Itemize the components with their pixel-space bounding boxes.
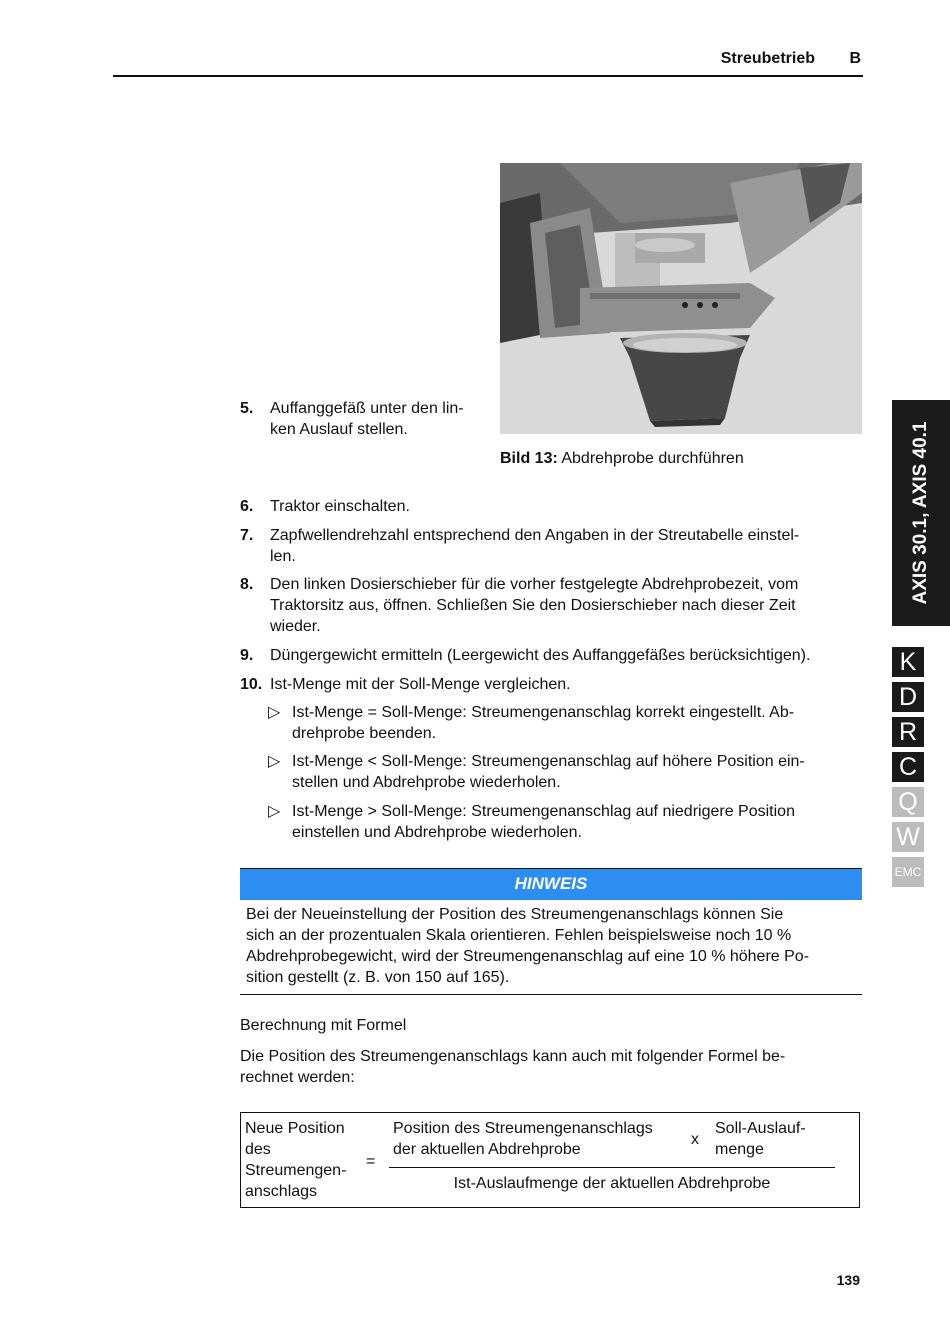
formula-lhs-line: anschlags <box>245 1183 318 1200</box>
section-heading: Berechnung mit Formel <box>240 1017 407 1034</box>
section-line: Die Position des Streumengenanschlags kann auch mit folgender Formel be- <box>240 1048 786 1065</box>
step-number: 8. <box>240 576 254 593</box>
figure-label: Bild 13: <box>500 450 558 467</box>
formula-box <box>240 1112 860 1208</box>
page-number: 139 <box>836 1272 860 1288</box>
step-text: Traktor einschalten. <box>270 498 410 515</box>
step-text: ken Auslauf stellen. <box>270 421 408 438</box>
step-text: Zapfwellendrehzahl entsprechend den Angaben in der Streutabelle einstel- <box>270 527 800 544</box>
language-tab-q[interactable]: Q <box>892 787 924 817</box>
language-tab-c[interactable]: C <box>892 752 924 782</box>
formula-times: x <box>691 1131 699 1148</box>
result-text: drehprobe beenden. <box>292 725 437 742</box>
step-number: 9. <box>240 647 254 664</box>
hinweis-line: sich an der prozentualen Skala orientieren. Fehlen beispielsweise noch 10 % <box>246 927 792 944</box>
triangle-icon: ▷ <box>268 753 281 770</box>
formula-num-a-line: der aktuellen Abdrehprobe <box>393 1141 581 1158</box>
header-rule <box>113 75 863 77</box>
result-text: einstellen und Abdrehprobe wiederholen. <box>292 824 582 841</box>
spreader-photo <box>500 163 862 434</box>
step-text: Den linken Dosierschieber für die vorher festgelegte Abdrehprobezeit, vom <box>270 576 799 593</box>
formula-num-b-line: menge <box>715 1141 764 1158</box>
chapter-letter: B <box>849 50 861 67</box>
formula-lhs-line: Neue Position <box>245 1120 345 1137</box>
formula-equals: = <box>366 1153 376 1170</box>
step-text: wieder. <box>270 618 321 635</box>
triangle-icon: ▷ <box>268 803 281 820</box>
figure-caption <box>500 450 744 468</box>
language-tab-w[interactable]: W <box>892 822 924 852</box>
hinweis-line: sition gestellt (z. B. von 150 auf 165). <box>246 969 510 986</box>
hinweis-bottom-rule <box>240 994 862 995</box>
step-text: len. <box>270 548 296 565</box>
formula-numerator-b <box>715 1118 845 1160</box>
result-text: Ist-Menge = Soll-Menge: Streumengenanschlag korrekt eingestellt. Ab- <box>292 704 795 721</box>
triangle-icon: ▷ <box>268 704 281 721</box>
step-number: 5. <box>240 400 254 417</box>
header-title: Streubetrieb <box>720 50 815 67</box>
section-line: rechnet werden: <box>240 1069 355 1086</box>
language-tab-r[interactable]: R <box>892 717 924 747</box>
step-text: Traktorsitz aus, öffnen. Schließen Sie den Dosierschieber nach dieser Zeit <box>270 597 796 614</box>
formula-denominator: Ist-Auslaufmenge der aktuellen Abdrehprobe <box>453 1175 771 1192</box>
step-number: 6. <box>240 498 254 515</box>
formula-numerator-a <box>393 1118 693 1160</box>
step-number: 7. <box>240 527 254 544</box>
step-text: Ist-Menge mit der Soll-Menge vergleichen. <box>270 676 571 693</box>
language-tab-emc[interactable]: EMC <box>892 857 924 887</box>
formula-lhs-line: des <box>245 1141 271 1158</box>
formula-num-b-line: Soll-Auslauf- <box>715 1120 806 1137</box>
step-text: Auffanggefäß unter den lin- <box>270 400 464 417</box>
result-text: Ist-Menge < Soll-Menge: Streumengenanschlag auf höhere Position ein- <box>292 753 805 770</box>
hinweis-line: Abdrehprobegewicht, wird der Streumengenanschlag auf eine 10 % höhere Po- <box>246 948 810 965</box>
fraction-line <box>389 1167 835 1168</box>
formula-lhs <box>245 1118 370 1202</box>
hinweis-title: HINWEIS <box>240 869 862 900</box>
formula-num-a-line: Position des Streumengenanschlags <box>393 1120 653 1137</box>
model-side-tab <box>892 400 950 626</box>
step-text: Düngergewicht ermitteln (Leergewicht des Auffanggefäßes berücksichtigen). <box>270 647 811 664</box>
language-tab-k[interactable]: K <box>892 647 924 677</box>
result-text: stellen und Abdrehprobe wiederholen. <box>292 774 561 791</box>
figure-text: Abdrehprobe durchführen <box>561 450 744 467</box>
hinweis-line: Bei der Neueinstellung der Position des Streumengenanschlags können Sie <box>246 906 784 923</box>
hinweis-body <box>246 904 858 988</box>
section-text <box>240 1046 860 1088</box>
result-text: Ist-Menge > Soll-Menge: Streumengenanschlag auf niedrigere Position <box>292 803 795 820</box>
language-tab-d[interactable]: D <box>892 682 924 712</box>
model-side-tab-label: AXIS 30.1, AXIS 40.1 <box>910 421 931 605</box>
formula-lhs-line: Streumengen- <box>245 1162 347 1179</box>
step-number: 10. <box>240 676 263 693</box>
